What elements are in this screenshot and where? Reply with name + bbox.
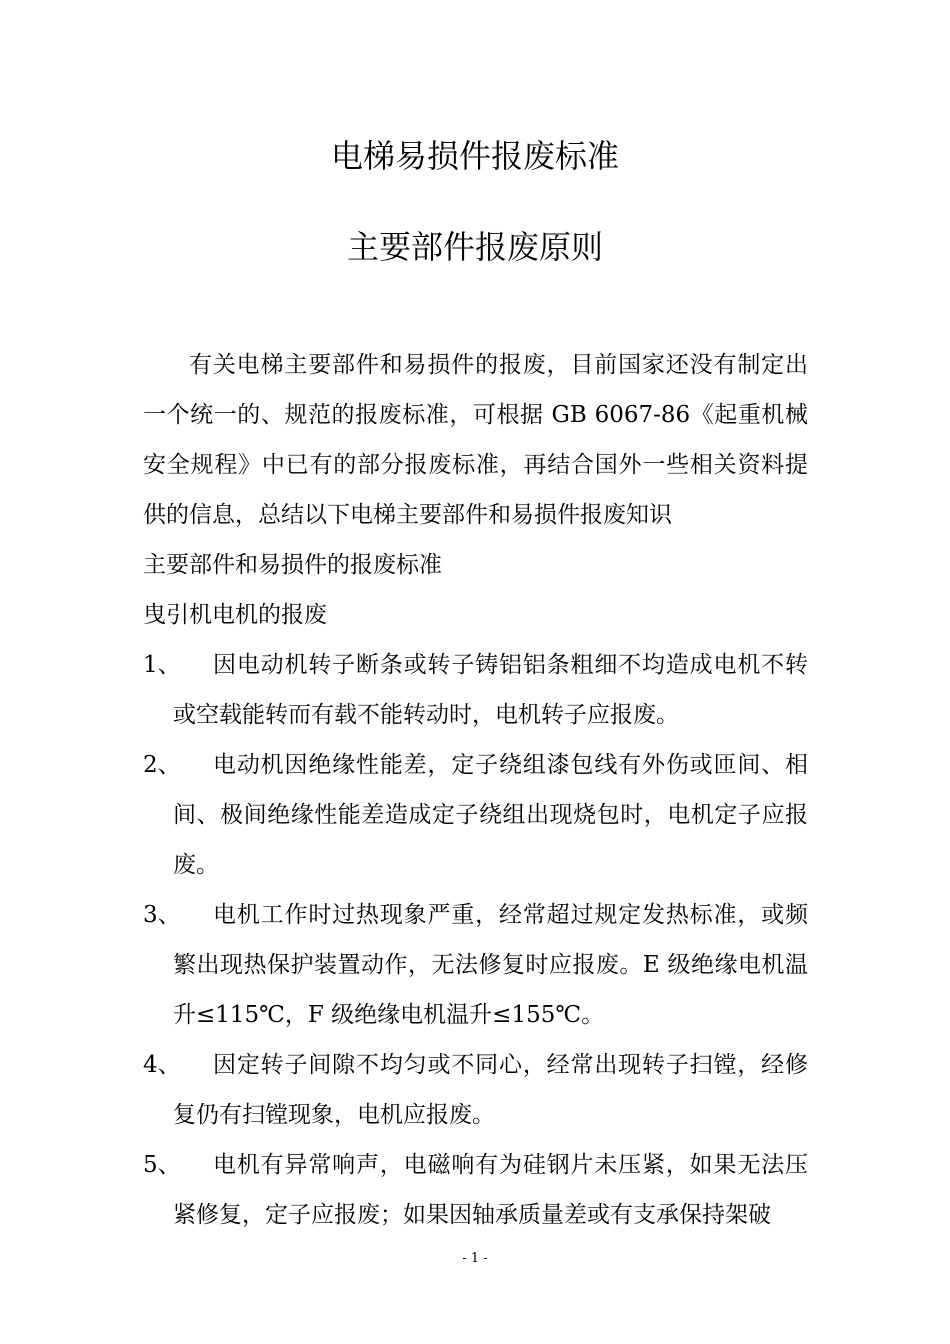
section-heading: 主要部件和易损件的报废标准 bbox=[143, 552, 442, 578]
list-item-text: 因电动机转子断条或转子铸铝铝条粗细不均造成电机不转或空载能转而有载不能转动时，电机转子应报废。 bbox=[173, 652, 808, 728]
list-item-4 bbox=[143, 1040, 808, 1140]
list-item-text: 电机工作时过热现象严重，经常超过规定发热标准，或频繁出现热保护装置动作，无法修复时应报废。E 级绝缘电机温升≤115℃，F 级绝缘电机温升≤155℃。 bbox=[173, 902, 808, 1028]
list-item-text: 电动机因绝缘性能差，定子绕组漆包线有外伤或匝间、相间、极间绝缘性能差造成定子绕组出现烧包时，电机定子应报废。 bbox=[173, 752, 808, 878]
list-item-number: 3、 bbox=[143, 902, 181, 928]
list-item-3 bbox=[143, 890, 808, 1040]
page-number: - 1 - bbox=[462, 1251, 488, 1266]
list-item-2 bbox=[143, 740, 808, 890]
list-item-number: 4、 bbox=[143, 1052, 181, 1078]
intro-paragraph: 有关电梯主要部件和易损件的报废，目前国家还没有制定出一个统一的、规范的报废标准，可根据 GB 6067-86《起重机械安全规程》中已有的部分报废标准，再结合国外一些相关资料提供的信息，总结以下电梯主要部件和易损件报废知识 bbox=[143, 352, 808, 528]
subsection-heading: 曳引机电机的报废 bbox=[143, 602, 327, 628]
document-subtitle: 主要部件报废原则 bbox=[346, 228, 603, 266]
list-item-text: 电机有异常响声，电磁响有为硅钢片未压紧，如果无法压紧修复，定子应报废；如果因轴承质量差或有支承保持架破 bbox=[173, 1152, 808, 1228]
list-item-text: 因定转子间隙不均匀或不同心，经常出现转子扫镗，经修复仍有扫镗现象，电机应报废。 bbox=[173, 1052, 808, 1128]
document-body bbox=[143, 340, 808, 1240]
list-item-number: 2、 bbox=[143, 752, 181, 778]
list-item-1 bbox=[143, 640, 808, 740]
list-item-5 bbox=[143, 1140, 808, 1240]
list-item-number: 5、 bbox=[143, 1152, 181, 1178]
document-title: 电梯易损件报废标准 bbox=[330, 137, 619, 175]
list-item-number: 1、 bbox=[143, 652, 181, 678]
